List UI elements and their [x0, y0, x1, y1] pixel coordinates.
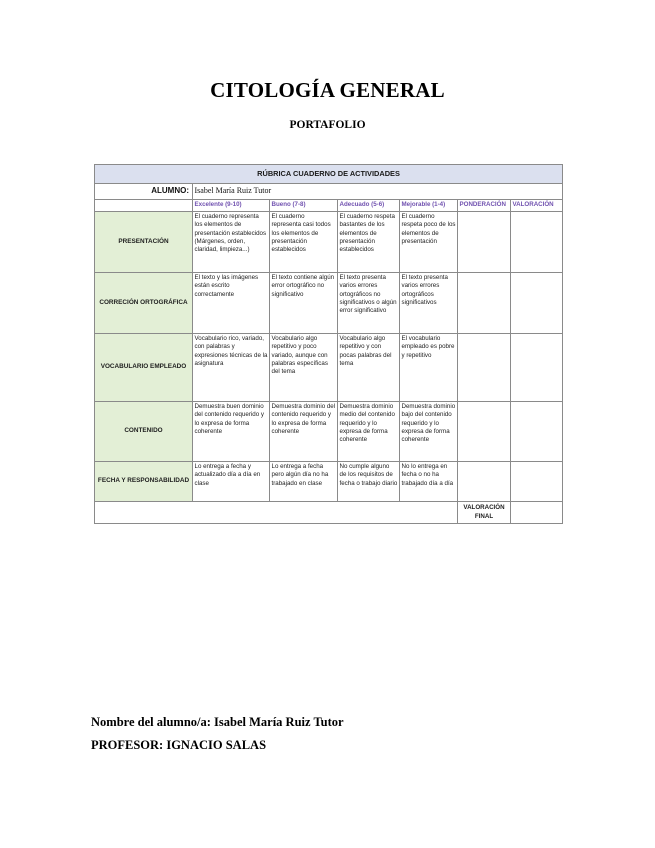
table-row [95, 334, 563, 402]
rubric-cell: Demuestra buen dominio del contenido requerido y lo expresa de forma coherente [193, 402, 270, 462]
ponderacion-cell [458, 334, 511, 402]
level-header-bueno: Bueno (7-8) [270, 200, 338, 212]
student-name-line: Nombre del alumno/a: Isabel María Ruiz Tutor [91, 715, 344, 729]
valoracion-cell [511, 462, 563, 502]
level-header-excelente: Excelente (9-10) [193, 200, 270, 212]
table-row [95, 402, 563, 462]
rubric-cell: Lo entrega a fecha pero algún día no ha trabajado en clase [270, 462, 338, 502]
valoracion-cell [511, 212, 563, 273]
rubric-cell: Vocabulario rico, variado, con palabras y expresiones técnicas de la asignatura [193, 334, 270, 402]
rubric-table [94, 164, 563, 524]
table-row [95, 273, 563, 334]
table-row [95, 212, 563, 273]
rubric-heading: RÚBRICA CUADERNO DE ACTIVIDADES [95, 165, 563, 184]
criterion-fecha: FECHA Y RESPONSABILIDAD [95, 462, 193, 502]
level-header-ponderacion: PONDERACIÓN [458, 200, 511, 212]
rubric-cell: El cuaderno representa los elementos de presentación establecidos (Márgenes, orden, claridad, limpieza...) [193, 212, 270, 273]
rubric-cell: Demuestra dominio bajo del contenido requerido y lo expresa de forma coherente [400, 402, 458, 462]
ponderacion-cell [458, 273, 511, 334]
student-label: ALUMNO: [95, 184, 193, 200]
rubric-cell: El texto contiene algún error ortográfico no significativo [270, 273, 338, 334]
document-subtitle: PORTAFOLIO [289, 119, 366, 131]
rubric-cell: Lo entrega a fecha y actualizado día a día en clase [193, 462, 270, 502]
ponderacion-cell [458, 462, 511, 502]
criterion-correccion: CORRECIÓN ORTOGRÁFICA [95, 273, 193, 334]
valoracion-cell [511, 402, 563, 462]
rubric-cell: Demuestra dominio del contenido requerido y lo expresa de forma coherente [270, 402, 338, 462]
level-header-mejorable: Mejorable (1-4) [400, 200, 458, 212]
criterion-presentacion: PRESENTACIÓN [95, 212, 193, 273]
final-row-empty [95, 502, 458, 524]
ponderacion-cell [458, 212, 511, 273]
ponderacion-cell [458, 402, 511, 462]
student-name: Isabel María Ruiz Tutor [193, 184, 563, 200]
criterion-contenido: CONTENIDO [95, 402, 193, 462]
rubric-cell: El texto presenta varios errores ortográficos no significativos o algún error significativo [338, 273, 400, 334]
criterion-vocabulario: VOCABULARIO EMPLEADO [95, 334, 193, 402]
table-row [95, 462, 563, 502]
level-header-empty [95, 200, 193, 212]
rubric-cell: El cuaderno respeta poco de los elementos de presentación [400, 212, 458, 273]
rubric-cell: El cuaderno respeta bastantes de los elementos de presentación establecidos [338, 212, 400, 273]
valoracion-cell [511, 334, 563, 402]
teacher-line: PROFESOR: IGNACIO SALAS [91, 738, 267, 752]
rubric-cell: El vocabulario empleado es pobre y repetitivo [400, 334, 458, 402]
final-valoracion-label: VALORACIÓN FINAL [458, 502, 511, 524]
rubric-cell: El cuaderno representa casi todos los elementos de presentación establecidos [270, 212, 338, 273]
final-row [95, 502, 563, 524]
rubric-cell: Vocabulario algo repetitivo y poco variado, aunque con palabras específicas del tema [270, 334, 338, 402]
document-title: CITOLOGÍA GENERAL [210, 78, 445, 102]
final-valoracion-value [511, 502, 563, 524]
rubric-cell: No lo entrega en fecha o no ha trabajado día a día [400, 462, 458, 502]
rubric-cell: Demuestra dominio medio del contenido requerido y lo expresa de forma coherente [338, 402, 400, 462]
level-header-valoracion: VALORACIÓN [511, 200, 563, 212]
level-header-adecuado: Adecuado (5-6) [338, 200, 400, 212]
rubric-cell: El texto y las imágenes están escrito correctamente [193, 273, 270, 334]
rubric-cell: Vocabulario algo repetitivo y con pocas palabras del tema [338, 334, 400, 402]
level-header-row [95, 200, 563, 212]
rubric-cell: No cumple alguno de los requisitos de fecha o trabajo diario [338, 462, 400, 502]
rubric-cell: El texto presenta varios errores ortográficos significativos [400, 273, 458, 334]
valoracion-cell [511, 273, 563, 334]
